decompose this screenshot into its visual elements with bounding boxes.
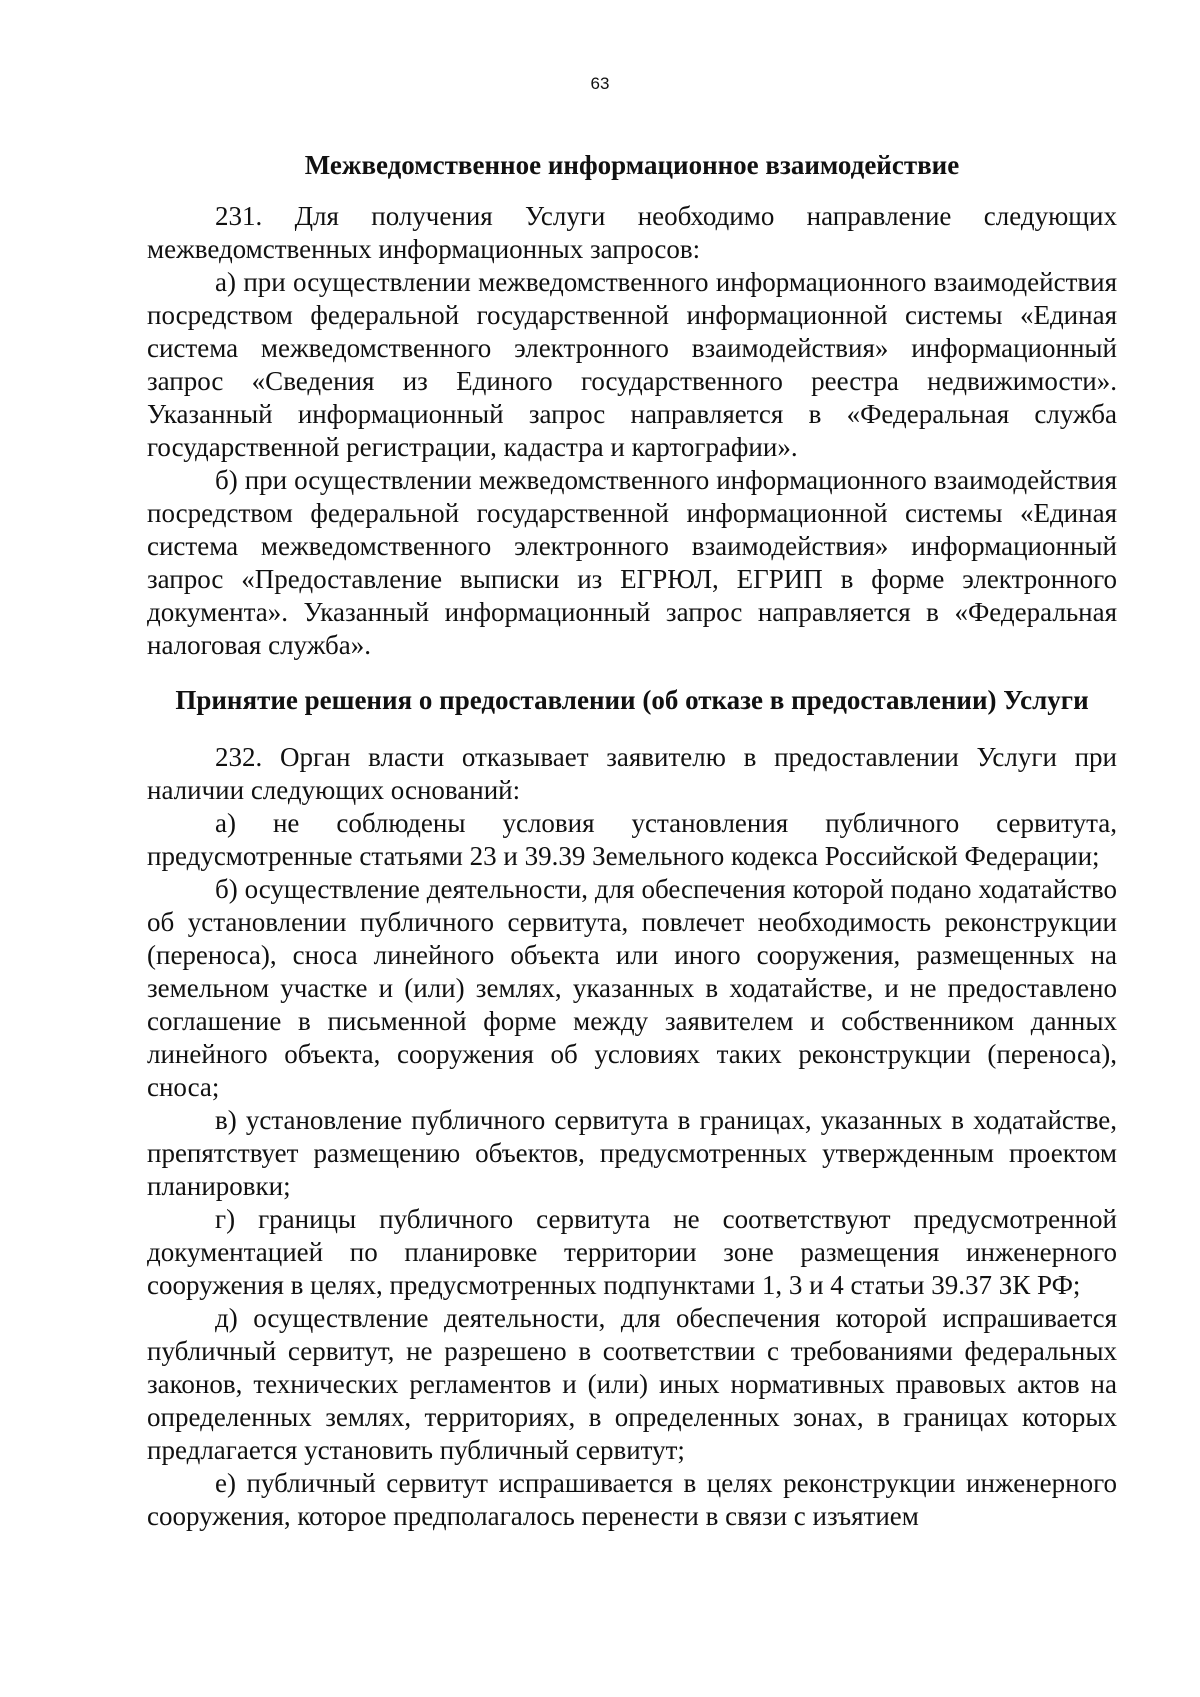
section-heading-interagency: Межведомственное информационное взаимодействие <box>304 150 960 180</box>
paragraph-232-a: а) не соблюдены условия установления публичного сервитута, предусмотренные статьями 23 и 39.39 Земельного кодекса Российской Федерации; <box>147 808 1117 871</box>
paragraph-231-a: а) при осуществлении межведомственного информационного взаимодействия посредством федеральной государственной информационной системы «Единая система межведомственного электронного взаимодействия» информационный запрос «Сведения из Единого государственного реестра недвижимости». Указанный информационный запрос направляется в «Федеральная служба государственной регистрации, кадастра и картографии». <box>147 267 1117 462</box>
paragraph-231-b: б) при осуществлении межведомственного информационного взаимодействия посредством федеральной государственной информационной системы «Единая система межведомственного электронного взаимодействия» информационный запрос «Предоставление выписки из ЕГРЮЛ, ЕГРИП в форме электронного документа». Указанный информационный запрос направляется в «Федеральная налоговая служба». <box>147 465 1117 660</box>
paragraph-232-v: в) установление публичного сервитута в границах, указанных в ходатайстве, препятствует размещению объектов, предусмотренных утвержденным проектом планировки; <box>147 1105 1117 1201</box>
paragraph-232: 232. Орган власти отказывает заявителю в предоставлении Услуги при наличии следующих оснований: <box>147 742 1117 805</box>
section-heading-decision: Принятие решения о предоставлении (об отказе в предоставлении) Услуги <box>175 685 1089 715</box>
paragraph-232-e: е) публичный сервитут испрашивается в целях реконструкции инженерного сооружения, которое предполагалось перенести в связи с изъятием <box>147 1468 1117 1531</box>
paragraph-232-d: д) осуществление деятельности, для обеспечения которой испрашивается публичный сервитут, не разрешено в соответствии с требованиями федеральных законов, технических регламентов и (или) иных нормативных правовых актов на определенных землях, территориях, в определенных зонах, в границах которых предлагается установить публичный сервитут; <box>147 1303 1117 1465</box>
paragraph-231: 231. Для получения Услуги необходимо направление следующих межведомственных информационных запросов: <box>147 201 1117 264</box>
page-number: 63 <box>590 74 610 93</box>
paragraph-232-g: г) границы публичного сервитута не соответствуют предусмотренной документацией по планировке территории зоне размещения инженерного сооружения в целях, предусмотренных подпунктами 1, 3 и 4 статьи 39.37 ЗК РФ; <box>147 1204 1117 1300</box>
document-body <box>147 149 1117 1533</box>
paragraph-232-b: б) осуществление деятельности, для обеспечения которой подано ходатайство об установлении публичного сервитута, повлечет необходимость реконструкции (переноса), сноса линейного объекта или иного сооружения, размещенных на земельном участке и (или) землях, указанных в ходатайстве, и не предоставлено соглашение в письменной форме между заявителем и собственником данных линейного объекта, сооружения об условиях таких реконструкции (переноса), сноса; <box>147 874 1117 1102</box>
